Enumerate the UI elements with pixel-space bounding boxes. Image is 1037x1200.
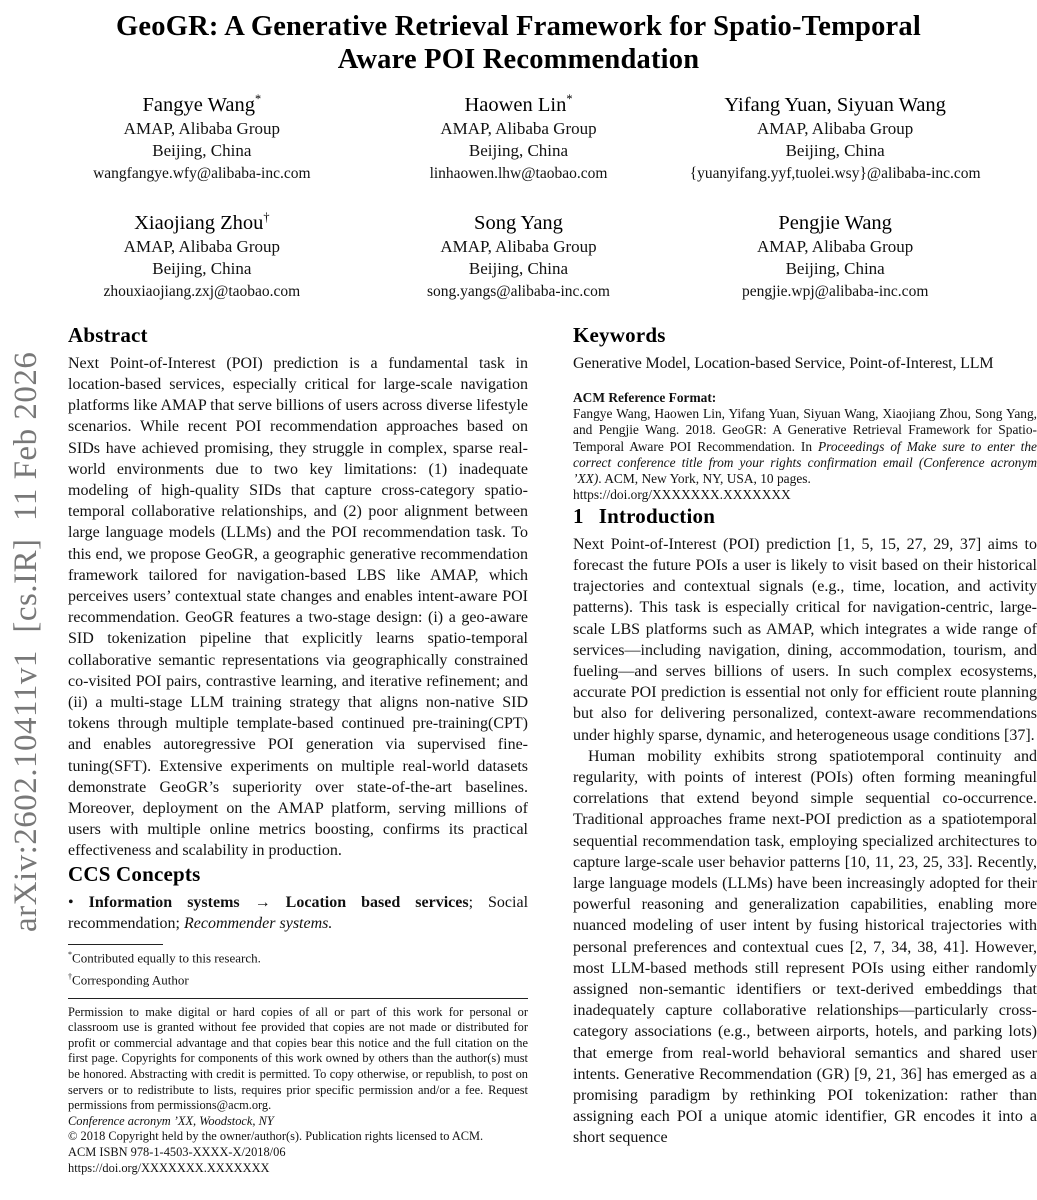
introduction-heading — [573, 504, 1037, 529]
right-column — [573, 323, 1037, 1149]
permission-separator — [68, 998, 528, 999]
author-email: linhaowen.lhw@taobao.com — [429, 164, 608, 182]
ccs-heading: CCS Concepts — [68, 861, 201, 886]
author-footnote-marker: * — [566, 92, 573, 107]
authors-grid — [49, 92, 989, 303]
abstract-heading: Abstract — [68, 322, 148, 347]
footnote-text: Contributed equally to this research. — [72, 950, 261, 966]
section-number: 1 — [573, 503, 584, 528]
ccs-concept-bold: Location based services — [285, 893, 469, 911]
ccs-concepts — [68, 892, 528, 934]
footnote-text: Corresponding Author — [72, 972, 189, 988]
author-affiliation: AMAP, Alibaba Group — [757, 118, 914, 138]
author-name-text: Song Yang — [474, 212, 563, 235]
author-name-text: Xiaojiang Zhou — [134, 212, 264, 235]
acm-reference-doi: https://doi.org/XXXXXXX.XXXXXXX — [573, 487, 791, 503]
conference-venue: Conference acronym ’XX, Woodstock, NY — [68, 1113, 274, 1128]
footnote-marker: † — [68, 971, 73, 981]
author-name — [49, 210, 356, 235]
author-name — [682, 210, 989, 235]
left-column — [68, 323, 528, 1176]
body-columns — [68, 323, 1037, 1176]
author-block — [682, 92, 989, 184]
introduction-paragraph: Next Point-of-Interest (POI) prediction [1, 5, 15, 27, 29, 37] aims to forecast the future POIs a user is likely to visit based on their historical trajectories and contextual signals (e.g., time, location, and activity patterns). This task is especially critical for navigation-centric, large-scale LBS platforms such as AMAP, which integrates a wide range of services—including navigation, dining, accommodation, tourism, and fueling—and serves billions of users. In such complex ecosystems, accurate POI prediction is essential not only for efficient route planning but also for delivering personalized, context-aware recommendations under highly sparse, dynamic, and heterogeneous usage conditions [37]. — [573, 535, 1037, 744]
ccs-separator: ; Social recommendation; — [68, 893, 529, 932]
author-name — [682, 92, 989, 117]
ccs-concept-italic: Recommender systems. — [183, 914, 333, 932]
author-name — [365, 92, 672, 117]
copyright-line: © 2018 Copyright held by the owner/author(s). Publication rights licensed to ACM. — [68, 1129, 484, 1144]
ccs-arrow: → — [239, 893, 286, 911]
author-block — [49, 210, 356, 302]
author-name-text: Pengjie Wang — [778, 212, 892, 235]
acm-reference-heading: ACM Reference Format: — [573, 389, 717, 405]
paper-title: GeoGR: A Generative Retrieval Framework for Spatio-Temporal Aware POI Recommendation — [116, 11, 921, 76]
acm-ref-normal: . ACM, New York, NY, USA, 10 pages. — [598, 471, 811, 487]
ccs-bullet: • — [68, 893, 89, 911]
author-email: {yuanyifang.yyf,tuolei.wsy}@alibaba-inc.com — [689, 164, 981, 182]
author-name-text: Haowen Lin — [464, 93, 567, 116]
introduction-paragraph: Human mobility exhibits strong spatiotemporal continuity and regularity, with points of interest (POIs) often forming meaningful correlations that extend beyond simple sequential co-occurrence. Traditional approaches frame next-POI prediction as a spatiotemporal sequential recommendation task, employing specialized architectures to capture large-scale user behavior patterns [10, 11, 23, 25, 33]. Recently, large language models (LLMs) have been increasingly adopted for their powerful reasoning and generalization capabilities, enabling more nuanced modeling of user intent by fusing historical trajectories with personal preferences and contextual cues [2, 7, 34, 38, 41]. However, most LLM-based methods still represent POIs using either randomly assigned non-semantic identifiers or text-derived embeddings that inadequately capture collaborative relationships—particularly cross-category associations (e.g., between airports, hotels, and parking lots) that emerge from real-world behavioral semantics and shared user intents. Generative Recommendation (GR) [9, 21, 36] has emerged as a promising paradigm by rethinking POI tokenization: rather than assigning each POI a unique atomic identifier, GR encodes it into a short sequence — [573, 747, 1037, 1147]
author-email: pengjie.wpj@alibaba-inc.com — [741, 283, 929, 301]
author-location: Beijing, China — [152, 259, 252, 279]
author-block — [682, 210, 989, 302]
author-email: wangfangye.wfy@alibaba-inc.com — [93, 164, 311, 182]
arxiv-watermark: arXiv:2602.10411v1 [cs.IR] 11 Feb 2026 — [8, 351, 44, 932]
doi-line: https://doi.org/XXXXXXX.XXXXXXX — [68, 1160, 270, 1175]
author-block — [365, 210, 672, 302]
abstract-text: Next Point-of-Interest (POI) prediction is a fundamental task in location-based services, especially critical for large-scale navigation platforms like AMAP that serve billions of users across diverse lifestyle scenarios. While recent POI recommendation approaches based on SIDs have achieved promising, they struggle in complex, sparse real-world environments due to two key limitations: (1) inadequate modeling of high-quality SIDs that capture cross-category spatio-temporal collaborative relationships, and (2) poor alignment between large language models (LLMs) and the POI recommendation task. To this end, we propose GeoGR, a geographic generative recommendation framework tailored for navigation-based LBS like AMAP, which perceives users’ contextual state changes and enables intent-aware POI recommendation. GeoGR features a two-stage design: (i) a geo-aware SID tokenization pipeline that explicitly learns spatio-temporal collaborative semantic representations via geographically constrained co-visited POI pairs, contrastive learning, and iterative refinement; and (ii) a multi-stage LLM training strategy that aligns non-native SID tokens through multiple template-based continued pre-training(CPT) and enables autoregressive POI generation via supervised fine-tuning(SFT). Extensive experiments on multiple real-world datasets demonstrate GeoGR’s superiority over state-of-the-art baselines. Moreover, deployment on the AMAP platform, serving millions of users with multiple online metrics boosting, confirms its practical effectiveness and scalability in production. — [68, 354, 528, 860]
acm-ref-italic: Proceedings of Make sure to enter the correct conference title from your rights confirmation email (Conference acronym ’XX) — [573, 438, 1037, 487]
isbn-line: ACM ISBN 978-1-4503-XXXX-X/2018/06 — [68, 1145, 286, 1160]
author-email: song.yangs@alibaba-inc.com — [426, 283, 610, 301]
keywords-heading: Keywords — [573, 322, 666, 347]
author-email: zhouxiaojiang.zxj@taobao.com — [103, 283, 301, 301]
author-name-text: Yifang Yuan, Siyuan Wang — [724, 93, 946, 116]
author-block — [49, 92, 356, 184]
author-affiliation: AMAP, Alibaba Group — [757, 236, 914, 256]
section-title: Introduction — [598, 503, 716, 528]
author-name — [365, 210, 672, 235]
keywords-text: Generative Model, Location-based Service, Point-of-Interest, LLM — [573, 354, 994, 372]
author-name-text: Fangye Wang — [142, 93, 255, 116]
author-location: Beijing, China — [785, 141, 885, 161]
author-affiliation: AMAP, Alibaba Group — [123, 118, 280, 138]
author-block — [365, 92, 672, 184]
author-location: Beijing, China — [785, 259, 885, 279]
author-affiliation: AMAP, Alibaba Group — [440, 118, 597, 138]
author-affiliation: AMAP, Alibaba Group — [123, 236, 280, 256]
author-footnote-marker: * — [254, 92, 262, 107]
ccs-concept-bold: Information systems — [88, 893, 240, 911]
author-location: Beijing, China — [152, 141, 252, 161]
acm-ref-normal: Fangye Wang, Haowen Lin, Yifang Yuan, Siyuan Wang, Xiaojiang Zhou, Song Yang, and Pengjie Wang. 2018. GeoGR: A Generative Retrieval Framework for Spatio-Temporal Aware POI Recommendation. In — [573, 405, 1037, 454]
author-location: Beijing, China — [468, 259, 569, 279]
author-footnote-marker: † — [263, 210, 270, 225]
footnote-separator — [68, 944, 163, 945]
permission-text: Permission to make digital or hard copies of all or part of this work for personal or classroom use is granted without fee provided that copies are not made or distributed for profit or commercial advantage and that copies bear this notice and the full citation on the first page. Copyrights for components of this work owned by others than the author(s) must be honored. Abstracting with credit is permitted. To copy otherwise, or republish, to post on servers or to redistribute to lists, requires prior specific permission and/or a fee. Request permissions from permissions@acm.org. — [68, 1004, 528, 1113]
author-affiliation: AMAP, Alibaba Group — [440, 236, 597, 256]
footnote — [68, 947, 528, 967]
acm-reference-text — [573, 406, 1037, 487]
author-name — [49, 92, 356, 117]
footnote-marker: * — [68, 950, 73, 960]
footnote — [68, 969, 528, 989]
author-location: Beijing, China — [468, 141, 569, 161]
